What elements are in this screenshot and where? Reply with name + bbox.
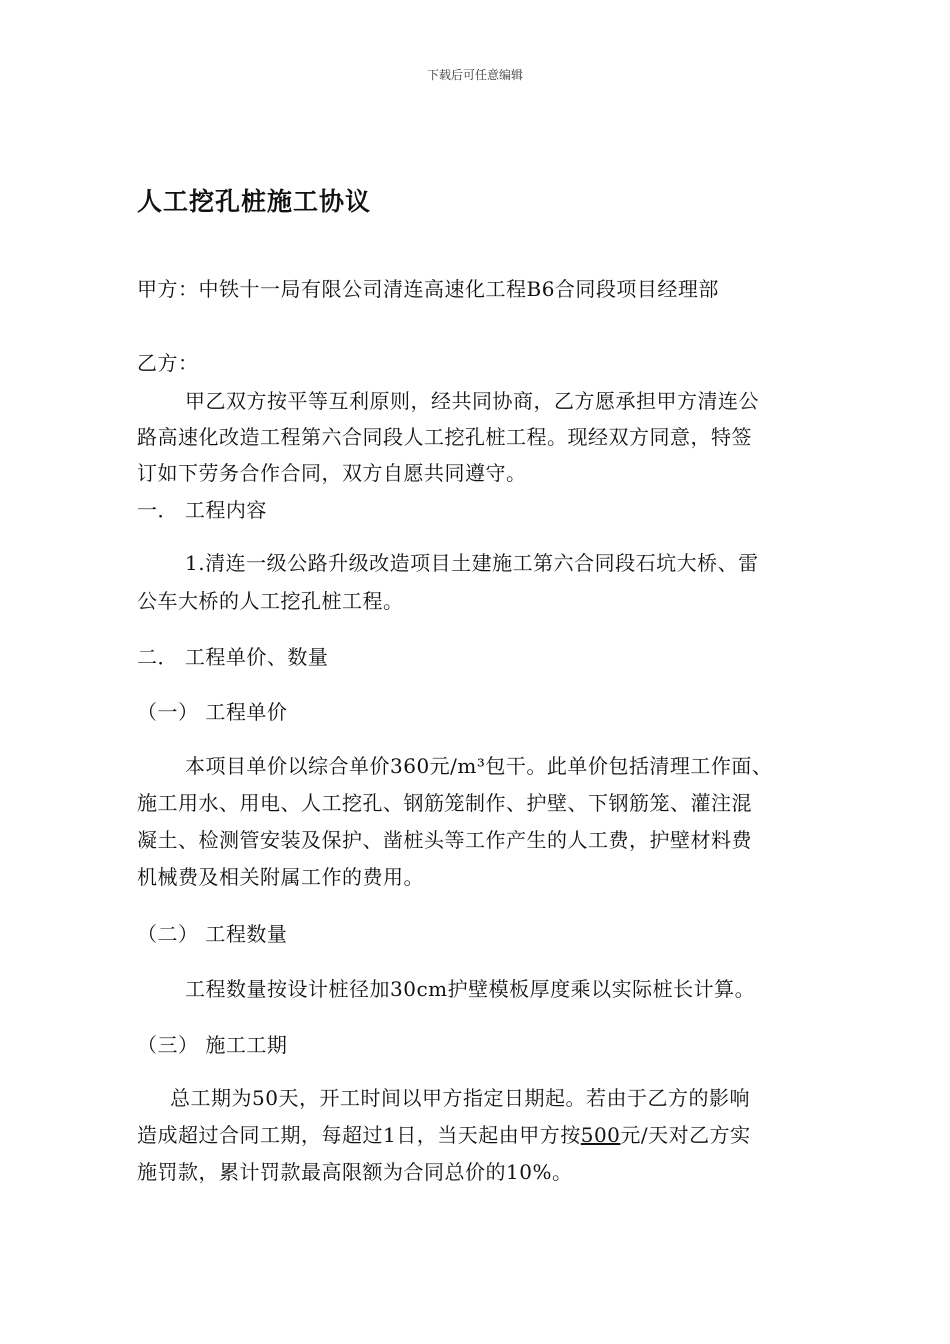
subsection-1-line-3: 凝土、检测管安装及保护、凿桩头等工作产生的人工费，护壁材料费 (137, 828, 752, 852)
intro-line-2: 路高速化改造工程第六合同段人工挖孔桩工程。现经双方同意，特签 (137, 425, 752, 449)
page-header-note: 下载后可任意编辑 (426, 68, 523, 82)
subsection-3-heading: （三） 施工工期 (137, 1033, 288, 1057)
subsection-1-line-2: 施工用水、用电、人工挖孔、钢筋笼制作、护壁、下钢筋笼、灌注混 (137, 791, 752, 815)
section-2-heading: 二． 工程单价、数量 (137, 645, 329, 669)
subsection-3-line-2-after: 元/天对乙方实 (620, 1123, 751, 1147)
subsection-1-line-4: 机械费及相关附属工作的费用。 (137, 865, 424, 889)
subsection-1-heading: （一） 工程单价 (137, 700, 288, 724)
section-1-line-1: 1.清连一级公路升级改造项目土建施工第六合同段石坑大桥、雷 (185, 551, 759, 575)
section-1-heading: 一． 工程内容 (137, 498, 267, 522)
subsection-3-line-2-before: 造成超过合同工期，每超过1日，当天起由甲方按 (137, 1123, 581, 1147)
section-1-line-2: 公车大桥的人工挖孔桩工程。 (137, 589, 404, 613)
party-b-line: 乙方： (137, 351, 199, 375)
subsection-1-line-1: 本项目单价以综合单价360元/m³包干。此单价包括清理工作面、 (185, 754, 773, 778)
subsection-3-line-2 (137, 1119, 751, 1148)
document-title: 人工挖孔桩施工协议 (137, 187, 372, 216)
intro-line-1: 甲乙双方按平等互利原则，经共同协商，乙方愿承担甲方清连公 (185, 389, 759, 413)
penalty-amount: 500 (580, 1123, 621, 1147)
intro-line-3: 订如下劳务合作合同，双方自愿共同遵守。 (137, 461, 527, 485)
subsection-3-line-1: 总工期为50天，开工时间以甲方指定日期起。若由于乙方的影响 (170, 1086, 750, 1110)
subsection-2-line: 工程数量按设计桩径加30cm护壁模板厚度乘以实际桩长计算。 (185, 977, 756, 1001)
party-a-line: 甲方：中铁十一局有限公司清连高速化工程B6合同段项目经理部 (137, 277, 719, 301)
subsection-3-line-3: 施罚款，累计罚款最高限额为合同总价的10%。 (137, 1160, 573, 1184)
subsection-2-heading: （二） 工程数量 (137, 922, 288, 946)
